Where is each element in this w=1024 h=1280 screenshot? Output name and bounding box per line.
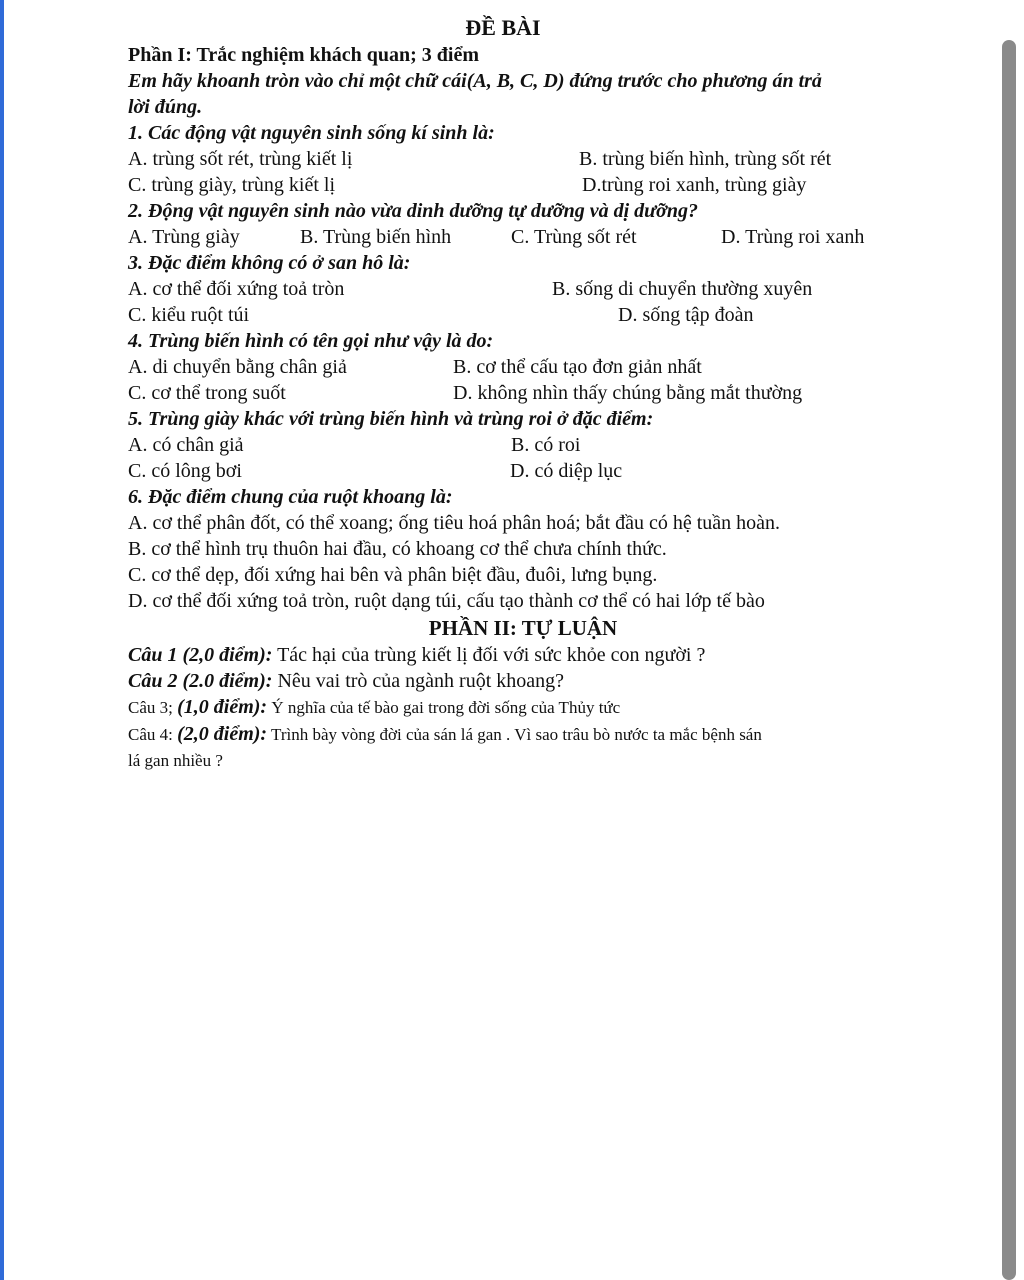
essay-question-4	[128, 721, 918, 774]
part1-instruction	[128, 68, 918, 120]
option-b[interactable]: B. cơ thể hình trụ thuôn hai đầu, có khoang cơ thể chưa chính thức.	[128, 538, 667, 560]
page-title: ĐỀ BÀI	[465, 15, 541, 40]
option-c[interactable]: C. kiểu ruột túi	[128, 304, 250, 326]
essay-label: (2,0 điểm):	[177, 723, 268, 745]
question-3	[128, 250, 918, 328]
instruction-line-1: Em hãy khoanh tròn vào chỉ một chữ cái(A, B, C, D) đứng trước cho phương án trả	[128, 70, 822, 92]
essay-prefix: Câu 3;	[128, 698, 178, 717]
options-row	[128, 302, 918, 328]
part2-heading: PHẦN II: TỰ LUẬN	[428, 616, 618, 640]
option-c[interactable]: C. cơ thể trong suốt	[128, 382, 286, 404]
option-b[interactable]: B. có roi	[511, 434, 581, 456]
option-d[interactable]: D.trùng roi xanh, trùng giày	[582, 174, 807, 196]
essay-text: Trình bày vòng đời của sán lá gan . Vì sao trâu bò nước ta mắc bệnh sán	[267, 725, 762, 744]
question-text: 4. Trùng biến hình có tên gọi như vậy là do:	[128, 330, 494, 352]
options-row	[128, 458, 918, 484]
options-row	[128, 380, 918, 406]
left-edge-border	[0, 0, 4, 1280]
options-row	[128, 172, 918, 198]
option-b[interactable]: B. trùng biến hình, trùng sốt rét	[579, 148, 832, 170]
exam-page	[128, 14, 918, 774]
essay-question-2	[128, 668, 918, 694]
question-text: 6. Đặc điểm chung của ruột khoang là:	[128, 486, 453, 508]
option-a[interactable]: A. Trùng giày	[128, 226, 240, 248]
option-c[interactable]: C. trùng giày, trùng kiết lị	[128, 174, 336, 196]
option-b[interactable]: B. sống di chuyển thường xuyên	[552, 278, 813, 300]
option-b[interactable]: B. cơ thể cấu tạo đơn giản nhất	[453, 356, 702, 378]
option-d[interactable]: D. cơ thể đối xứng toả tròn, ruột dạng túi, cấu tạo thành cơ thể có hai lớp tế bào	[128, 590, 765, 612]
option-b[interactable]: B. Trùng biến hình	[300, 226, 452, 248]
essay-question-3	[128, 694, 918, 721]
essay-prefix: Câu 4:	[128, 725, 178, 744]
options-row	[128, 432, 918, 458]
question-4	[128, 328, 918, 406]
option-a[interactable]: A. cơ thể phân đốt, có thể xoang; ống tiêu hoá phân hoá; bắt đầu có hệ tuần hoàn.	[128, 512, 781, 534]
scrollbar-thumb[interactable]	[1002, 40, 1016, 1280]
option-c[interactable]: C. Trùng sốt rét	[511, 226, 637, 248]
essay-text: Nêu vai trò của ngành ruột khoang?	[272, 670, 565, 692]
options-row	[128, 146, 918, 172]
part1-heading: Phần I: Trắc nghiệm khách quan; 3 điểm	[128, 44, 479, 66]
essay-label: (1,0 điểm):	[177, 696, 268, 718]
question-1	[128, 120, 918, 198]
option-c[interactable]: C. có lông bơi	[128, 460, 242, 482]
question-2	[128, 198, 918, 250]
question-text: 1. Các động vật nguyên sinh sống kí sinh là:	[128, 122, 495, 144]
option-a[interactable]: A. trùng sốt rét, trùng kiết lị	[128, 148, 353, 170]
question-5	[128, 406, 918, 484]
option-d[interactable]: D. sống tập đoàn	[618, 304, 754, 326]
option-c[interactable]: C. cơ thể dẹp, đối xứng hai bên và phân biệt đầu, đuôi, lưng bụng.	[128, 564, 658, 586]
question-text: 5. Trùng giày khác với trùng biến hình và trùng roi ở đặc điểm:	[128, 408, 654, 430]
options-row	[128, 354, 918, 380]
question-text: 2. Động vật nguyên sinh nào vừa dinh dưỡng tự dưỡng và dị dưỡng?	[128, 200, 698, 222]
options-row	[128, 276, 918, 302]
question-6	[128, 484, 918, 614]
options-row	[128, 224, 918, 250]
essay-text: Ý nghĩa của tế bào gai trong đời sống của Thủy tức	[267, 698, 621, 717]
essay-text-line-2: lá gan nhiều ?	[128, 751, 223, 770]
option-d[interactable]: D. có diệp lục	[510, 460, 623, 482]
question-text: 3. Đặc điểm không có ở san hô là:	[128, 252, 411, 274]
instruction-line-2: lời đúng.	[128, 96, 203, 118]
option-a[interactable]: A. có chân giả	[128, 434, 244, 456]
vertical-scrollbar[interactable]	[1002, 40, 1016, 1280]
essay-text: Tác hại của trùng kiết lị đối với sức khỏe con người ?	[272, 644, 706, 666]
option-d[interactable]: D. Trùng roi xanh	[721, 226, 865, 248]
option-a[interactable]: A. di chuyển bằng chân giả	[128, 356, 347, 378]
option-d[interactable]: D. không nhìn thấy chúng bằng mắt thường	[453, 382, 803, 404]
essay-question-1	[128, 642, 918, 668]
option-a[interactable]: A. cơ thể đối xứng toả tròn	[128, 278, 345, 300]
essay-label: Câu 2 (2.0 điểm):	[128, 670, 273, 692]
essay-label: Câu 1 (2,0 điểm):	[128, 644, 273, 666]
